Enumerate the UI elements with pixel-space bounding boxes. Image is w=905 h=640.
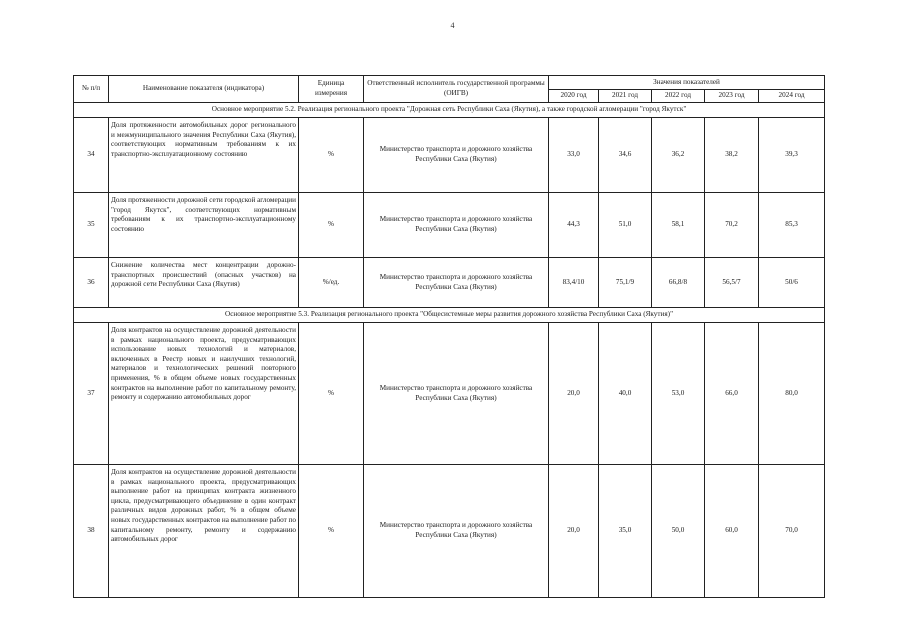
table-row (74, 258, 825, 308)
row-value: 50,0 (652, 465, 705, 598)
page-number: 4 (450, 21, 455, 30)
row-value: 33,0 (549, 118, 599, 193)
row-value: 60,0 (705, 465, 759, 598)
row-executor: Министерство транспорта и дорожного хозяйства Республики Саха (Якутия) (364, 118, 549, 193)
section-title: Основное мероприятие 5.2. Реализация регионального проекта "Дорожная сеть Республики Саха (Якутия), а также городской агломерации "город Якутск" (74, 103, 825, 118)
row-value: 53,0 (652, 323, 705, 465)
row-name: Снижение количества мест концентрации дорожно-транспортных происшествий (опасных участков) на дорожной сети Республики Саха (Якутия) (109, 258, 299, 308)
row-value: 44,3 (549, 193, 599, 258)
table-row (74, 323, 825, 465)
row-value: 70,2 (705, 193, 759, 258)
header-year: 2020 год (549, 90, 599, 103)
header-year: 2022 год (652, 90, 705, 103)
header-unit: Единица измерения (299, 76, 364, 103)
header-year: 2021 год (599, 90, 652, 103)
row-num: 36 (74, 258, 109, 308)
row-value: 35,0 (599, 465, 652, 598)
row-value: 51,0 (599, 193, 652, 258)
header-name: Наименование показателя (индикатора) (109, 76, 299, 103)
row-name: Доля протяженности дорожной сети городской агломерации "город Якутск", соответствующих нормативным требованиям к их транспортно-эксплуатационному состоянию (109, 193, 299, 258)
row-name: Доля контрактов на осуществление дорожной деятельности в рамках национального проекта, предусматривающих выполнение работ на принципах контракта жизненного цикла, предусматривающего объединение в один контракт различных видов дорожных работ, % в общем объеме новых государственных контрактов на выполнение работ по капитальному ремонту, ремонту и содержанию автомобильных дорог (109, 465, 299, 598)
row-unit: % (299, 193, 364, 258)
row-value: 38,2 (705, 118, 759, 193)
row-value: 40,0 (599, 323, 652, 465)
table-row (74, 193, 825, 258)
row-executor: Министерство транспорта и дорожного хозяйства Республики Саха (Якутия) (364, 323, 549, 465)
row-num: 34 (74, 118, 109, 193)
row-num: 38 (74, 465, 109, 598)
section-row (74, 103, 825, 118)
row-name: Доля контрактов на осуществление дорожной деятельности в рамках национального проекта, предусматривающих использование новых технологий и материалов, включенных в Реестр новых и наилучших технологий, материалов и технологических решений повторного применения, % в общем объеме новых государственных контрактов на выполнение работ по капитальному ремонту, ремонту и содержанию автомобильных дорог (109, 323, 299, 465)
row-value: 83,4/10 (549, 258, 599, 308)
row-unit: % (299, 118, 364, 193)
row-value: 50/6 (759, 258, 825, 308)
row-executor: Министерство транспорта и дорожного хозяйства Республики Саха (Якутия) (364, 465, 549, 598)
row-unit: % (299, 323, 364, 465)
row-value: 70,0 (759, 465, 825, 598)
row-value: 75,1/9 (599, 258, 652, 308)
row-value: 66,0 (705, 323, 759, 465)
header-year: 2023 год (705, 90, 759, 103)
row-value: 39,3 (759, 118, 825, 193)
header-values-group: Значения показателей (549, 76, 825, 90)
section-row (74, 308, 825, 323)
row-executor: Министерство транспорта и дорожного хозяйства Республики Саха (Якутия) (364, 193, 549, 258)
row-value: 36,2 (652, 118, 705, 193)
header-year: 2024 год (759, 90, 825, 103)
row-value: 66,8/8 (652, 258, 705, 308)
row-value: 20,0 (549, 323, 599, 465)
row-value: 85,3 (759, 193, 825, 258)
table-row (74, 465, 825, 598)
section-title: Основное мероприятие 5.3. Реализация регионального проекта "Общесистемные меры развития дорожного хозяйства Республики Саха (Якутия)" (74, 308, 825, 323)
indicators-table (73, 75, 825, 598)
row-unit: %/ед. (299, 258, 364, 308)
row-value: 20,0 (549, 465, 599, 598)
row-value: 80,0 (759, 323, 825, 465)
row-executor: Министерство транспорта и дорожного хозяйства Республики Саха (Якутия) (364, 258, 549, 308)
row-value: 34,6 (599, 118, 652, 193)
row-name: Доля протяженности автомобильных дорог регионального и межмуниципального значения Республики Саха (Якутия), соответствующих нормативным требованиям к их транспортно-эксплуатационному состоянию (109, 118, 299, 193)
row-value: 58,1 (652, 193, 705, 258)
row-unit: % (299, 465, 364, 598)
row-num: 37 (74, 323, 109, 465)
header-num: № п/п (74, 76, 109, 103)
row-num: 35 (74, 193, 109, 258)
table-row (74, 118, 825, 193)
row-value: 56,5/7 (705, 258, 759, 308)
header-executor: Ответственный исполнитель государственной программы (ОИГВ) (364, 76, 549, 103)
